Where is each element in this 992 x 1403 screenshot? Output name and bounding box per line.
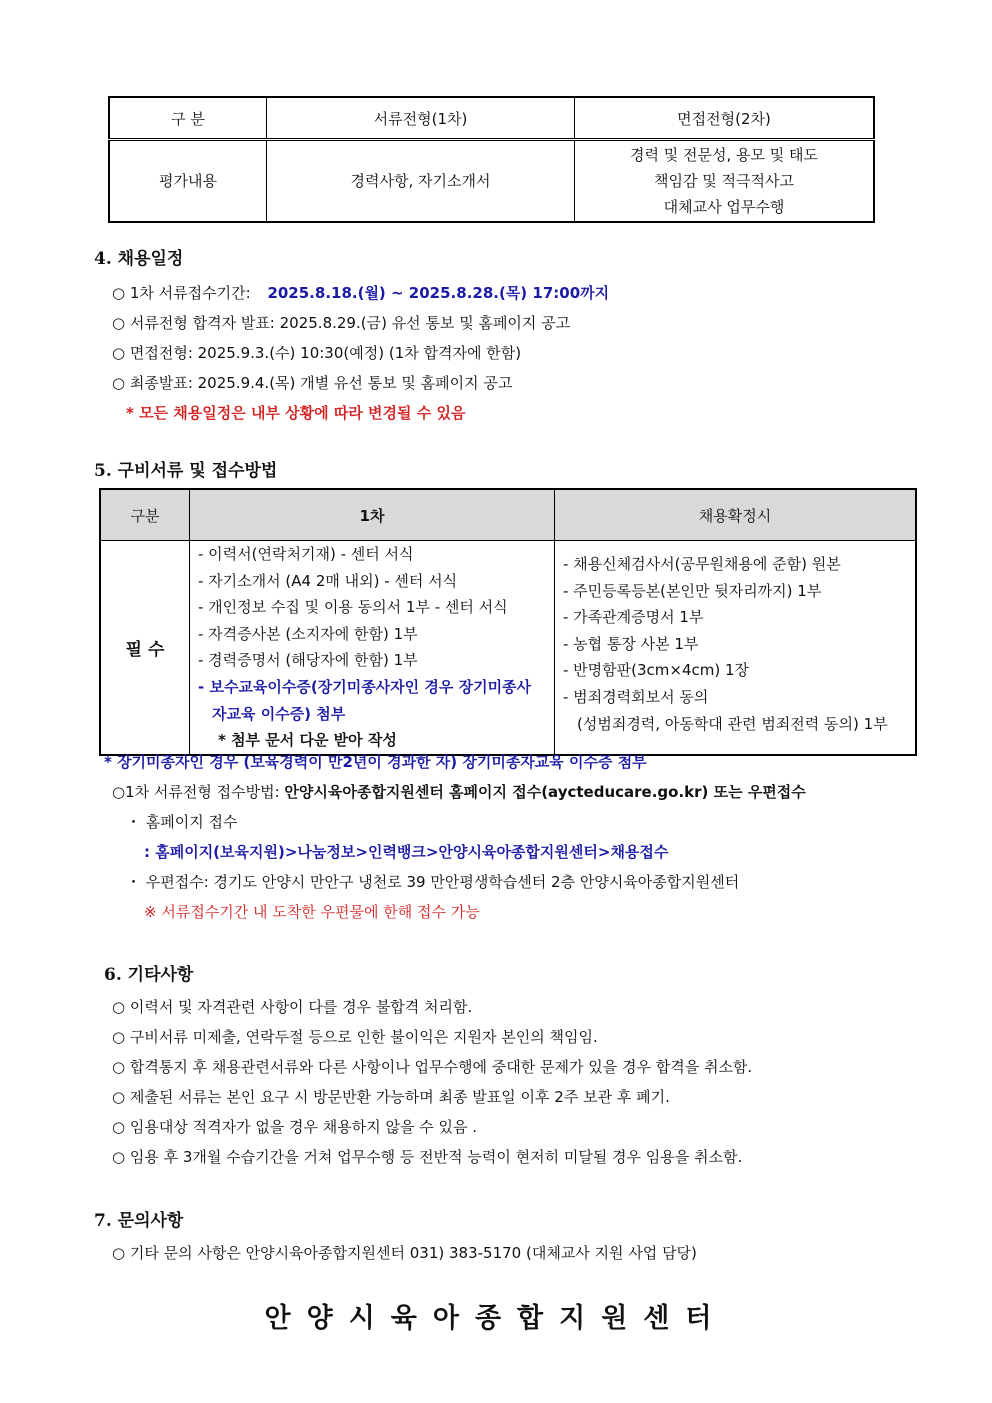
docs-row-label: 필 수 bbox=[100, 541, 190, 755]
section5-title: 5. 구비서류 및 접수방법 bbox=[94, 461, 278, 481]
docs-header-confirm: 채용확정시 bbox=[555, 489, 917, 541]
schedule-item: ○ 최종발표: 2025.9.4.(목) 개별 유선 통보 및 홈페이지 공고 bbox=[112, 374, 513, 392]
schedule-item: ○ 서류전형 합격자 발표: 2025.8.29.(금) 유선 통보 및 홈페이지 공고 bbox=[112, 314, 571, 332]
confirm-item: (성범죄경력, 아동학대 관련 범죄전력 동의) 1부 bbox=[577, 714, 888, 733]
schedule-item bbox=[112, 282, 609, 303]
schedule-note: * 모든 채용일정은 내부 상황에 따라 변경될 수 있음 bbox=[126, 404, 466, 422]
confirm-item: - 주민등록등본(본인만 뒷자리까지) 1부 bbox=[563, 581, 822, 600]
etc-item: ○ 구비서류 미제출, 연락두절 등으로 인한 불이익은 지원자 본인의 책임임. bbox=[112, 1028, 598, 1046]
etc-item: ○ 임용대상 적격자가 없을 경우 채용하지 않을 수 있음 . bbox=[112, 1118, 478, 1136]
docs-first-cell bbox=[190, 541, 555, 755]
etc-item: ○ 임용 후 3개월 수습기간을 거쳐 업무수행 등 전반적 능력이 현저히 미달될 경우 임용을 취소함. bbox=[112, 1148, 743, 1166]
homepage-label: ・ 홈페이지 접수 bbox=[126, 813, 238, 831]
inquiry-item: ○ 기타 문의 사항은 안양시육아종합지원센터 031) 383-5170 (대체교사 지원 사업 담당) bbox=[112, 1244, 697, 1262]
confirm-item: - 농협 통장 사본 1부 bbox=[563, 634, 699, 653]
submission-method bbox=[112, 781, 806, 802]
submission-method-prefix: ○1차 서류전형 접수방법: bbox=[112, 783, 280, 801]
eval-header-document: 서류전형(1차) bbox=[267, 97, 575, 140]
doc-item: - 이력서(연락처기재) - 센터 서식 bbox=[198, 545, 414, 563]
eval-interview-content bbox=[575, 140, 875, 223]
mail-submission: ・ 우편접수: 경기도 안양시 만안구 냉천로 39 만안평생학습센터 2층 안양시육아종합지원센터 bbox=[126, 873, 740, 891]
interview-line: 책임감 및 적극적사고 bbox=[654, 172, 794, 190]
eval-row-label: 평가내용 bbox=[109, 140, 267, 223]
etc-item: ○ 제출된 서류는 본인 요구 시 방문반환 가능하며 최종 발표일 이후 2주 보관 후 폐기. bbox=[112, 1088, 670, 1106]
confirm-item: - 반명함판(3cm×4cm) 1장 bbox=[563, 661, 750, 680]
doc-item: - 자기소개서 (A4 2매 내외) - 센터 서식 bbox=[198, 571, 458, 590]
doc-item: - 자격증사본 (소지자에 한함) 1부 bbox=[198, 624, 418, 643]
doc-item-education-cont: 자교육 이수증) 첨부 bbox=[212, 704, 346, 723]
section7-title: 7. 문의사항 bbox=[94, 1211, 184, 1231]
doc-item: - 개인정보 수집 및 이용 동의서 1부 - 센터 서식 bbox=[198, 598, 508, 617]
submission-method-detail: 안양시육아종합지원센터 홈페이지 접수(aycteducare.go.kr) 또는 우편접수 bbox=[284, 783, 806, 801]
confirm-item: - 가족관계증명서 1부 bbox=[563, 608, 704, 627]
eval-header-interview: 면접전형(2차) bbox=[575, 97, 875, 140]
docs-confirm-cell bbox=[555, 541, 917, 755]
organization-footer: 안양시육아종합지원센터 bbox=[264, 1303, 728, 1334]
section4-title: 4. 채용일정 bbox=[94, 249, 184, 269]
mail-note: ※ 서류접수기간 내 도착한 우편물에 한해 접수 가능 bbox=[144, 903, 480, 921]
confirm-item: - 채용신체검사서(공무원채용에 준함) 원본 bbox=[563, 555, 841, 573]
docs-header-division: 구분 bbox=[100, 489, 190, 541]
docs-header-first: 1차 bbox=[190, 489, 555, 541]
interview-line: 대체교사 업무수행 bbox=[663, 198, 785, 216]
schedule-period: 2025.8.18.(월) ~ 2025.8.28.(목) 17:00까지 bbox=[267, 284, 610, 302]
doc-item: - 경력증명서 (해당자에 한함) 1부 bbox=[198, 651, 418, 670]
evaluation-table bbox=[108, 96, 875, 223]
doc-attachment-note: * 첨부 문서 다운 받아 작성 bbox=[218, 731, 397, 750]
long-term-note: * 장기미종자인 경우 (보육경력이 만2년이 경과한 자) 장기미종자교육 이수증 첨부 bbox=[104, 753, 647, 771]
homepage-path: : 홈페이지(보육지원)>나눔정보>인력뱅크>안양시육아종합지원센터>채용접수 bbox=[144, 843, 669, 861]
eval-header-division: 구 분 bbox=[109, 97, 267, 140]
etc-item: ○ 이력서 및 자격관련 사항이 다를 경우 불합격 처리함. bbox=[112, 998, 473, 1016]
interview-line: 경력 및 전문성, 용모 및 태도 bbox=[630, 146, 818, 164]
section6-title: 6. 기타사항 bbox=[104, 965, 194, 985]
doc-item-education: - 보수교육이수증(장기미종사자인 경우 장기미종사 bbox=[198, 677, 532, 696]
schedule-item: ○ 면접전형: 2025.9.3.(수) 10:30(예정) (1차 합격자에 한함) bbox=[112, 344, 522, 362]
etc-item: ○ 합격통지 후 채용관련서류와 다른 사항이나 업무수행에 중대한 문제가 있을 경우 합격을 취소함. bbox=[112, 1058, 753, 1076]
schedule-item-prefix: ○ 1차 서류접수기간: bbox=[112, 284, 251, 302]
documents-table bbox=[99, 488, 917, 756]
confirm-item: - 범죄경력회보서 동의 bbox=[563, 687, 709, 706]
eval-doc-content: 경력사항, 자기소개서 bbox=[267, 140, 575, 223]
